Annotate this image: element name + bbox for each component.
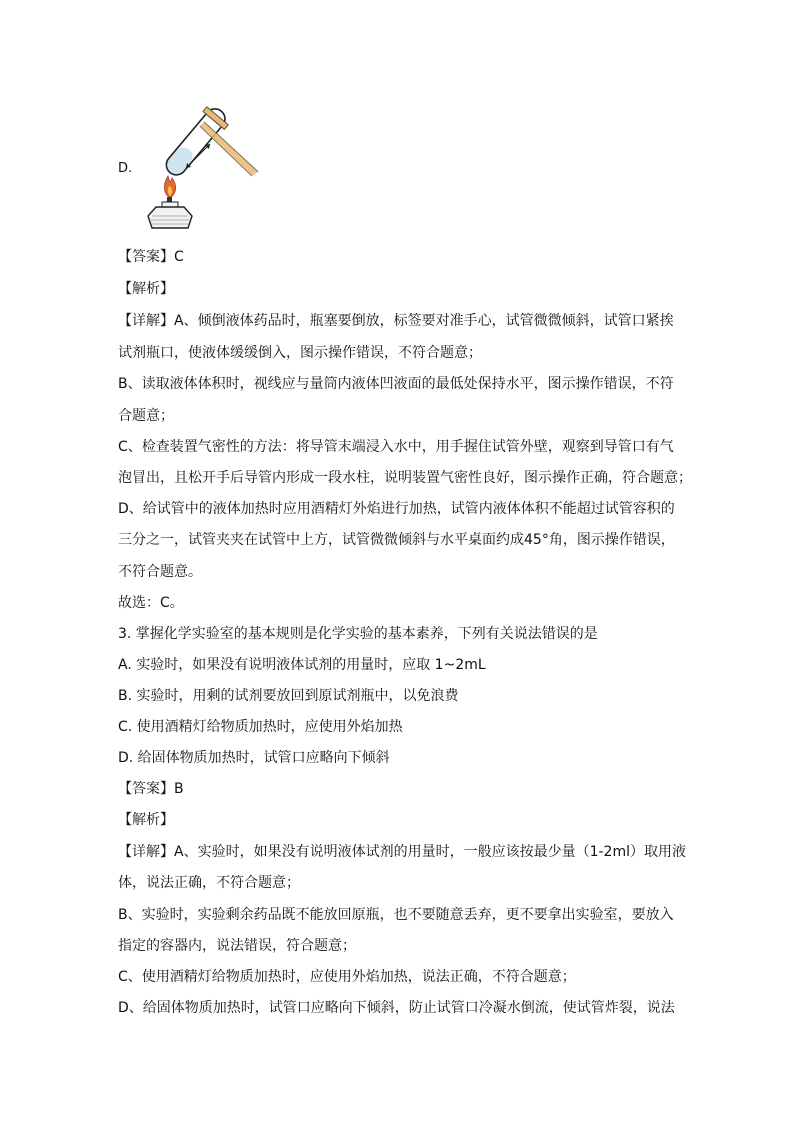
- q3-detail-d-line1: D、给固体物质加热时，试管口应略向下倾斜，防止试管口冷凝水倒流，使试管炸裂，说法: [118, 1000, 675, 1016]
- q3-option-b: B. 实验时，用剩的试剂要放回到原试剂瓶中，以免浪费: [118, 688, 459, 704]
- q2-detail-a-line1: 【详解】A、倾倒液体药品时，瓶塞要倒放，标签要对准手心，试管微微倾斜，试管口紧挨: [118, 313, 674, 329]
- q2-detail-a-line2: 试剂瓶口，使液体缓缓倒入，图示操作错误，不符合题意；: [118, 345, 482, 361]
- q2-detail-b-line1: B、读取液体体积时，视线应与量筒内液体凹液面的最低处保持水平，图示操作错误，不符: [118, 376, 674, 392]
- q2-detail-d-line1: D、给试管中的液体加热时应用酒精灯外焰进行加热，试管内液体体积不能超过试管容积的: [118, 501, 675, 517]
- q3-detail-b-line2: 指定的容器内，说法错误，符合题意；: [118, 938, 356, 954]
- q3-answer: 【答案】B: [118, 781, 184, 797]
- q3-option-a: A. 实验时，如果没有说明液体试剂的用量时，应取 1~2mL: [118, 657, 486, 673]
- q2-conclusion: 故选：C。: [118, 595, 184, 611]
- q3-option-d: D. 给固体物质加热时，试管口应略向下倾斜: [118, 750, 390, 766]
- q3-detail-a-line1: 【详解】A、实验时，如果没有说明液体试剂的用量时，一般应该按最少量（1-2ml）取用液: [118, 844, 686, 860]
- q2-detail-d-line2: 三分之一，试管夹夹在试管中上方，试管微微倾斜与水平桌面约成45°角，图示操作错误，: [118, 532, 675, 548]
- test-tube-heating-icon: [134, 102, 260, 232]
- q3-detail-c-line1: C、使用酒精灯给物质加热时，应使用外焰加热，说法正确，不符合题意；: [118, 969, 576, 985]
- q3-analysis-heading: 【解析】: [118, 812, 174, 828]
- q2-detail-c-line1: C、检查装置气密性的方法：将导管末端浸入水中，用手握住试管外壁，观察到导管口有气: [118, 439, 674, 455]
- q2-answer: 【答案】C: [118, 249, 184, 265]
- q3-detail-a-line2: 体，说法正确，不符合题意；: [118, 875, 300, 891]
- q2-detail-c-line2: 泡冒出，且松开手后导管内形成一段水柱，说明装置气密性良好，图示操作正确，符合题意；: [118, 470, 692, 486]
- q2-detail-d-line3: 不符合题意。: [118, 564, 202, 580]
- q2-detail-b-line2: 合题意；: [118, 408, 174, 424]
- q3-stem: 3. 掌握化学实验室的基本规则是化学实验的基本素养，下列有关说法错误的是: [118, 626, 598, 642]
- q3-option-c: C. 使用酒精灯给物质加热时，应使用外焰加热: [118, 719, 403, 735]
- q3-detail-b-line1: B、实验时，实验剩余药品既不能放回原瓶，也不要随意丢弃，更不要拿出实验室，要放入: [118, 907, 674, 923]
- option-d-label: D.: [118, 161, 133, 176]
- q2-analysis-heading: 【解析】: [118, 281, 174, 297]
